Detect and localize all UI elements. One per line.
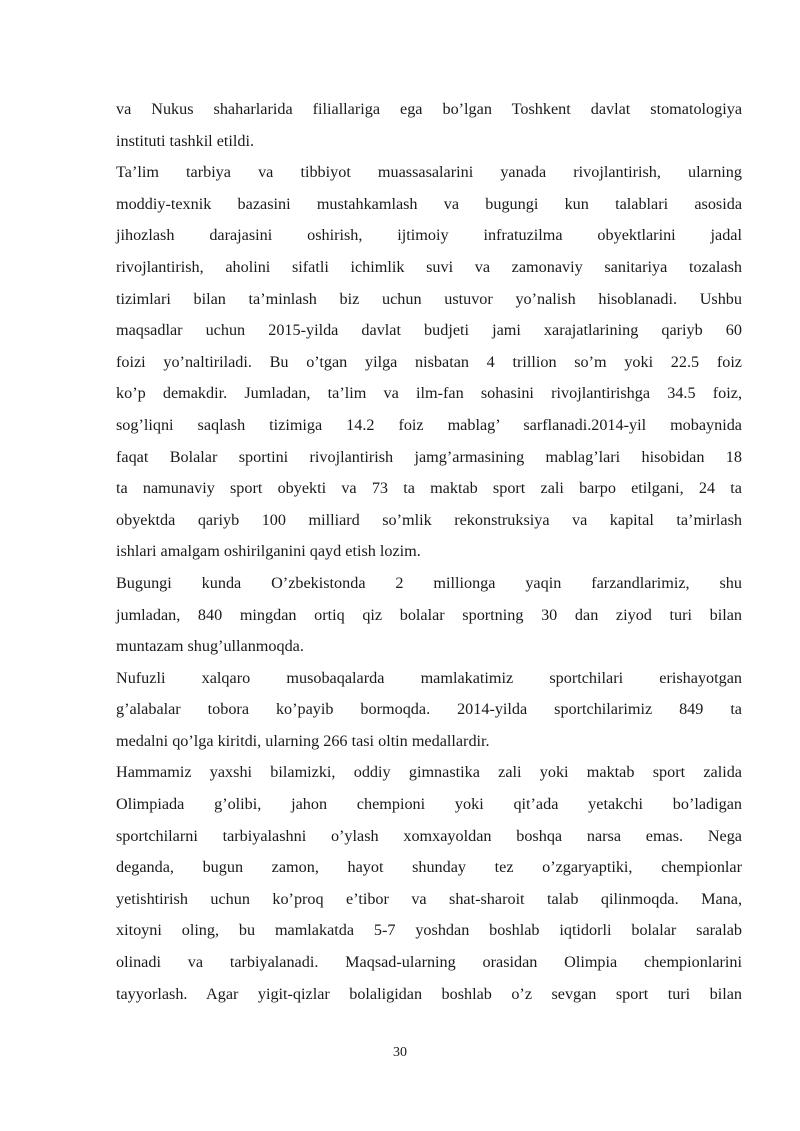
text-line: Bugungi kunda O’zbekistonda 2 millionga yaqin farzandlarimiz, shu [116,573,742,592]
text-line: xitoyni oling, bu mamlakatda 5-7 yoshdan boshlab iqtidorli bolalar saralab [116,921,742,940]
text-line: faqat Bolalar sportini rivojlantirish jamg’armasining mablag’lari hisobidan 18 [116,447,742,466]
text-line: jihozlash darajasini oshirish, ijtimoiy infratuzilma obyektlarini jadal [116,226,742,245]
text-line: tayyorlash. Agar yigit-qizlar bolaligidan boshlab o’z sevgan sport turi bilan [116,984,742,1003]
page-number: 30 [393,1045,407,1060]
paragraph [116,157,742,568]
text-line: rivojlantirish, aholini sifatli ichimlik suvi va zamonaviy sanitariya tozalash [116,257,742,276]
text-line: jumladan, 840 mingdan ortiq qiz bolalar sportning 30 dan ziyod turi bilan [116,605,742,624]
text-line: Hammamiz yaxshi bilamizki, oddiy gimnastika zali yoki maktab sport zalida [116,763,742,782]
text-line: sog’liqni saqlash tizimiga 14.2 foiz mablag’ sarflanadi.2014-yil mobaynida [116,415,742,434]
paragraph [116,94,742,157]
text-line: obyektda qariyb 100 milliard so’mlik rekonstruksiya va kapital ta’mirlash [116,510,742,529]
text-line: va Nukus shaharlarida filiallariga ega bo’lgan Toshkent davlat stomatologiya [116,100,742,118]
text-line: ko’p demakdir. Jumladan, ta’lim va ilm-fan sohasini rivojlantirishga 34.5 foiz, [116,384,742,403]
text-line: ishlari amalgam oshirilganini qayd etish lozim. [116,542,421,561]
text-line: ta namunaviy sport obyekti va 73 ta maktab sport zali barpo etilgani, 24 ta [116,479,742,498]
text-line: moddiy-texnik bazasini mustahkamlash va bugungi kun talablari asosida [116,194,742,213]
text-line: Olimpiada g’olibi, jahon chempioni yoki qit’ada yetakchi bo’ladigan [116,795,742,814]
text-line: maqsadlar uchun 2015-yilda davlat budjeti jami xarajatlarining qariyb 60 [116,321,742,340]
text-line: medalni qo’lga kiritdi, ularning 266 tasi oltin medallardir. [116,731,490,750]
page-body [116,94,742,1010]
text-line: sportchilarni tarbiyalashni o’ylash xomxayoldan boshqa narsa emas. Nega [116,826,742,845]
text-line: instituti tashkil etildi. [116,131,255,150]
text-line: olinadi va tarbiyalanadi. Maqsad-ularning orasidan Olimpia chempionlarini [116,953,742,972]
text-line: deganda, bugun zamon, hayot shunday tez o’zgaryaptiki, chempionlar [116,858,742,877]
text-line: yetishtirish uchun ko’proq e’tibor va shat-sharoit talab qilinmoqda. Mana, [116,889,742,908]
paragraph [116,757,742,1010]
text-line: Ta’lim tarbiya va tibbiyot muassasalarini yanada rivojlantirish, ularning [116,163,742,182]
paragraph [116,663,742,758]
text-line: g’alabalar tobora ko’payib bormoqda. 2014-yilda sportchilarimiz 849 ta [116,700,742,719]
text-line: foizi yo’naltiriladi. Bu o’tgan yilga nisbatan 4 trillion so’m yoki 22.5 foiz [116,352,742,371]
paragraph [116,568,742,663]
text-line: Nufuzli xalqaro musobaqalarda mamlakatimiz sportchilari erishayotgan [116,668,742,687]
text-line: tizimlari bilan ta’minlash biz uchun ustuvor yo’nalish hisoblanadi. Ushbu [116,289,742,308]
text-line: muntazam shug’ullanmoqda. [116,637,304,656]
